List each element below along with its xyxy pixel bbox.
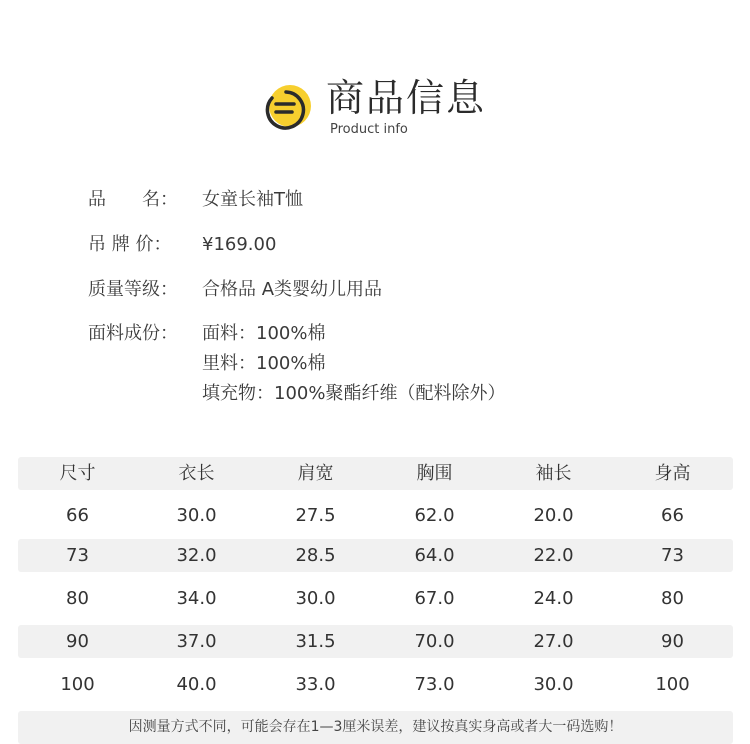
table-cell: 27.5	[295, 505, 336, 526]
table-cell: 73	[661, 545, 684, 566]
name-value: 女童长袖T恤	[202, 189, 303, 210]
fabric-line: 面料：100%棉	[202, 323, 326, 344]
table-cell: 66	[661, 505, 684, 526]
column-header: 衣长	[178, 463, 215, 484]
table-row	[18, 539, 733, 572]
price-value: ¥169.00	[202, 234, 277, 255]
table-cell: 73.0	[414, 674, 455, 695]
table-row	[18, 625, 733, 658]
table-cell: 28.5	[295, 545, 336, 566]
price-label: 吊 牌 价：	[88, 234, 172, 255]
page-subtitle: Product info	[330, 122, 408, 137]
table-header-row	[18, 457, 733, 490]
table-row	[18, 582, 733, 615]
table-cell: 27.0	[533, 631, 574, 652]
fabric-line: 里料：100%棉	[202, 353, 326, 374]
table-cell: 90	[661, 631, 684, 652]
table-row	[18, 668, 733, 701]
table-cell: 32.0	[176, 545, 217, 566]
table-cell: 30.0	[295, 588, 336, 609]
fabric-line: 填充物：100%聚酯纤维（配料除外）	[202, 383, 506, 404]
table-cell: 70.0	[414, 631, 455, 652]
table-cell: 66	[66, 505, 89, 526]
name-label: 品 名：	[88, 189, 178, 210]
table-cell: 100	[655, 674, 690, 695]
fabric-label: 面料成份：	[88, 323, 178, 344]
table-row	[18, 499, 733, 532]
grade-value: 合格品 A类婴幼儿用品	[202, 279, 383, 300]
column-header: 胸围	[416, 463, 453, 484]
table-cell: 64.0	[414, 545, 455, 566]
table-cell: 30.0	[176, 505, 217, 526]
table-cell: 20.0	[533, 505, 574, 526]
table-cell: 62.0	[414, 505, 455, 526]
table-cell: 90	[66, 631, 89, 652]
table-cell: 100	[60, 674, 95, 695]
product-info-header	[262, 72, 502, 142]
table-cell: 73	[66, 545, 89, 566]
column-header: 肩宽	[297, 463, 334, 484]
table-cell: 80	[661, 588, 684, 609]
measurement-note: 因测量方式不同，可能会存在1—3厘米误差，建议按真实身高或者大一码选购！	[18, 711, 733, 744]
column-header: 尺寸	[59, 463, 96, 484]
document-lines-icon	[262, 82, 314, 134]
column-header: 身高	[654, 463, 691, 484]
table-cell: 33.0	[295, 674, 336, 695]
table-cell: 40.0	[176, 674, 217, 695]
column-header: 袖长	[535, 463, 572, 484]
table-cell: 34.0	[176, 588, 217, 609]
table-cell: 22.0	[533, 545, 574, 566]
table-cell: 37.0	[176, 631, 217, 652]
grade-label: 质量等级：	[88, 279, 178, 300]
table-cell: 67.0	[414, 588, 455, 609]
page-title: 商品信息	[326, 76, 487, 120]
table-cell: 24.0	[533, 588, 574, 609]
table-cell: 80	[66, 588, 89, 609]
table-cell: 31.5	[295, 631, 336, 652]
table-cell: 30.0	[533, 674, 574, 695]
